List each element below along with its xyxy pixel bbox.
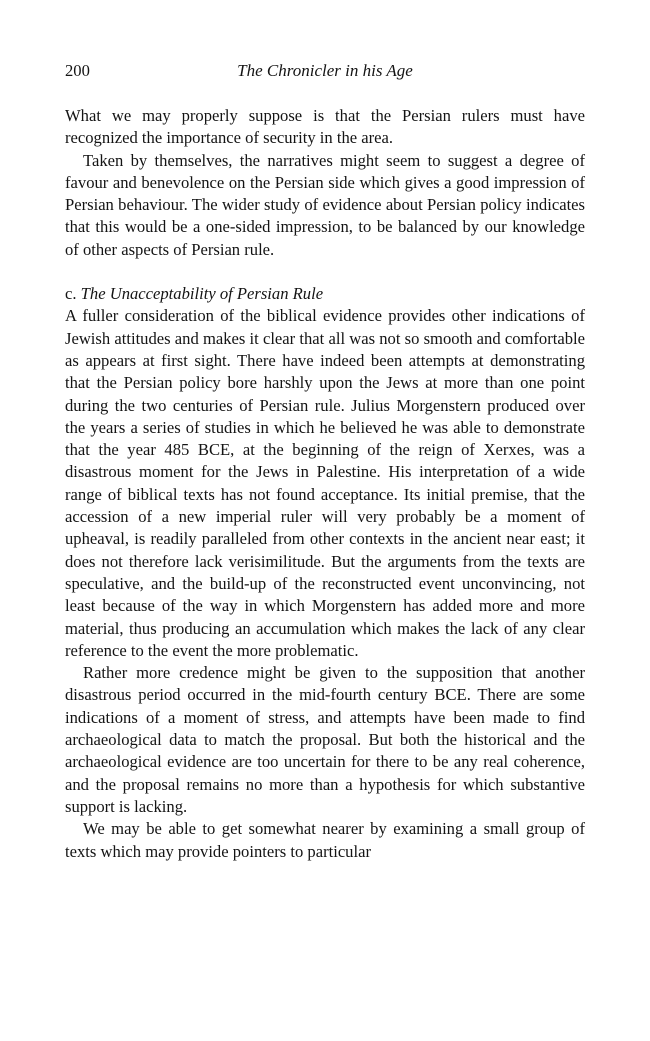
- section-label: c.: [65, 284, 77, 304]
- paragraph: We may be able to get somewhat nearer by examining a small group of texts which may provide pointers to particular: [65, 819, 585, 861]
- paragraph: A fuller consideration of the biblical evidence provides other indications of Jewish attitudes and makes it clear that all was not so smooth and comfortable as appears at first sight. There have indeed been attempts at demonstrating that the Persian policy bore harshly upon the Jews at more than one point during the two centuries of Persian rule. Julius Morgenstern produced over the years a series of studies in which he believed he was able to demonstrate that the year 485 BCE, at the beginning of the reign of Xerxes, was a disastrous moment for the Jews in Palestine. His interpretation of a wide range of biblical texts has not found acceptance. Its initial premise, that the accession of a new imperial ruler will very probably be a moment of upheaval, is readily paralleled from other contexts in the ancient near east; it does not therefore lack verisimilitude. But the arguments from the texts are speculative, and the build-up of the reconstructed event unconvincing, not least because of the way in which Morgenstern has added more and more material, thus producing an accumulation which makes the lack of any clear reference to the event the more problematic.: [65, 306, 585, 660]
- section-heading: [65, 283, 585, 305]
- paragraph: Rather more credence might be given to the supposition that another disastrous period occurred in the mid-fourth century BCE. There are some indications of a moment of stress, and attempts have been made to find archaeological data to match the proposal. But both the historical and the archaeological evidence are too uncertain for there to be any real coherence, and the proposal remains no more than a hypothesis for which substantive support is lacking.: [65, 663, 585, 816]
- paragraph: Taken by themselves, the narratives might seem to suggest a degree of favour and benevolence on the Persian side which gives a good impression of Persian behaviour. The wider study of evidence about Persian policy indicates that this would be a one-sided impression, to be balanced by our knowledge of other aspects of Persian rule.: [65, 150, 585, 259]
- running-title: The Chronicler in his Age: [237, 61, 413, 80]
- paragraph: What we may properly suppose is that the Persian rulers must have recognized the importance of security in the area.: [65, 106, 585, 148]
- running-head: [65, 60, 585, 84]
- section-spacer: [65, 261, 585, 283]
- page-number: 200: [65, 61, 90, 80]
- section-title: The Unacceptability of Persian Rule: [80, 284, 324, 304]
- book-page: [65, 60, 585, 863]
